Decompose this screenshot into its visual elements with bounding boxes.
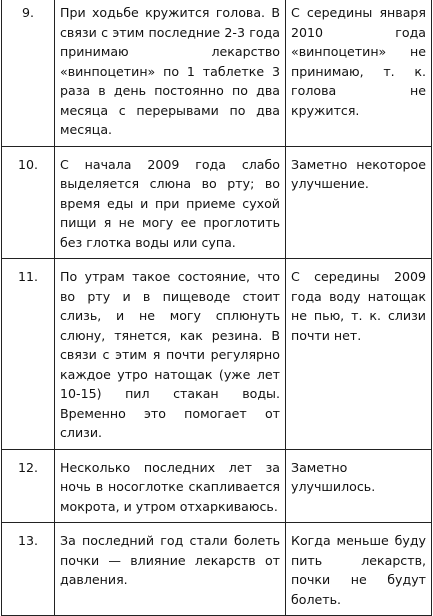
row-number: 9. <box>2 0 55 146</box>
row-number: 11. <box>2 259 55 450</box>
symptom-cell <box>55 523 286 616</box>
symptoms-table <box>1 0 432 616</box>
symptom-text: С начала 2009 года слабо выделяется слюна во рту; во время еды и при приеме сухой пищи я не могу ее проглотить без глотка воды или супа. <box>60 156 280 250</box>
result-text: С середины 2009 года воду натощак не пью, т. к. слизи почти нет. <box>291 269 426 343</box>
result-text: Когда меньше буду пить лекарств, почки не будут болеть. <box>291 533 426 607</box>
symptom-cell <box>55 259 286 450</box>
table-row <box>2 259 432 450</box>
result-text: Заметно улучшилось. <box>291 459 376 494</box>
symptom-cell <box>55 0 286 146</box>
result-text: Заметно некоторое улучшение. <box>291 156 426 191</box>
result-cell <box>286 523 432 616</box>
symptom-text: За последний год стали болеть почки — влияние лекарств от давления. <box>60 533 280 587</box>
symptom-cell <box>55 449 286 523</box>
result-cell <box>286 0 432 146</box>
symptom-cell <box>55 146 286 259</box>
table-row <box>2 449 432 523</box>
table-row <box>2 523 432 616</box>
row-number: 12. <box>2 449 55 523</box>
row-number: 13. <box>2 523 55 616</box>
symptom-text: По утрам такое состояние, что во рту и в пищеводе стоит слизь, и не могу сплюнуть слюну, тянется, как резина. В связи с этим я почти регулярно каждое утро натощак (уже лет 10-15) пил стакан воды. Временно это помогает от слизи. <box>60 269 280 440</box>
result-cell <box>286 259 432 450</box>
row-number: 10. <box>2 146 55 259</box>
table-row <box>2 146 432 259</box>
symptom-text: При ходьбе кружится голова. В связи с этим последние 2-3 года принимаю лекарство «винпоцетин» по 1 таблетке 3 раза в день постоянно по два месяца с перерывами по два месяца. <box>60 5 280 137</box>
result-cell <box>286 449 432 523</box>
symptom-text: Несколько последних лет за ночь в носоглотке скапливается мокрота, и утром отхаркиваюсь. <box>60 459 280 514</box>
result-cell <box>286 146 432 259</box>
result-text: С середины января 2010 года «винпоцетин» не принимаю, т. к. голова не кружится. <box>291 5 426 118</box>
table-row <box>2 0 432 146</box>
